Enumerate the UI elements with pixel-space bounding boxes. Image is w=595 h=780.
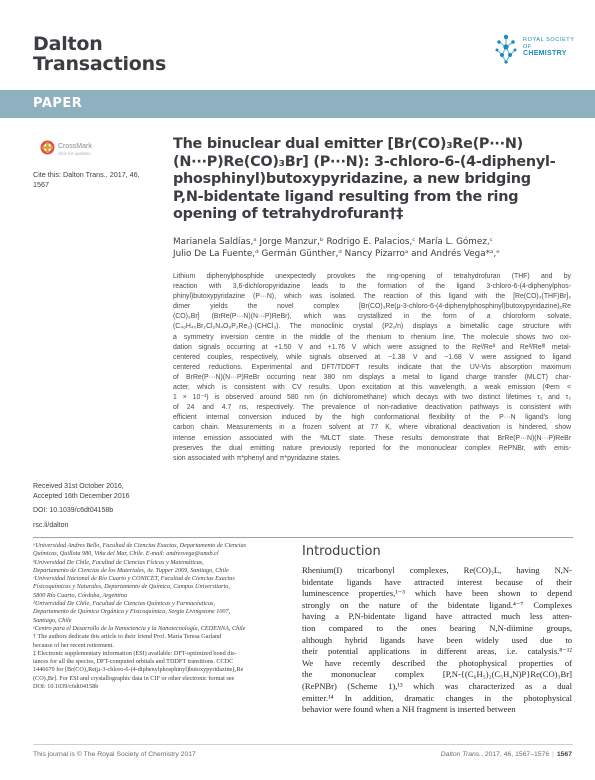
citation-info: Cite this: Dalton Trans., 2017, 46, 1567 <box>33 170 140 189</box>
intro-line: Rhenium(I) tricarbonyl complexes, Re(CO)₃L, having N,N- <box>302 565 572 575</box>
article-type-band <box>0 90 595 118</box>
abstract-line: (CO)₃Br] (BrRe(P···N)(N···P)ReBr), which was crystallized in the form of a chloroform solvate, <box>173 313 571 321</box>
publisher-name-small: ROYAL SOCIETY OF <box>523 37 575 50</box>
intro-line: having a P,N-bidentate ligand have attracted much less atten- <box>302 611 572 622</box>
crossmark-sublabel: click for updates <box>58 151 91 156</box>
footnote-line: Físicoquímicas y Naturales, Departamento de Química, Campus Universitario, <box>33 583 230 591</box>
footnote-line: Departamento de Ciencias de los Materiales, Av. Tupper 2069, Santiago, Chile <box>33 566 229 574</box>
abstract-line: Lithium diphenylphosphide unexpectedly provokes the ring-opening of tetrahydrofuran (THF) and by <box>173 273 571 280</box>
footer-volume-pages: , 2017, 46, 1567–1576 <box>481 751 550 758</box>
footer-rule <box>33 744 573 745</box>
introduction-body <box>302 565 572 716</box>
intro-line: tion compared to the ones bearing N,N-diimine groups, <box>302 622 572 633</box>
title-line: (N···P)Re(CO)₃Br] (P···N): 3-chloro-6-(4-diphenyl- <box>173 153 556 170</box>
footnote-line: Químicas, Quillota 980, Viña del Mar, Chile. E-mail: andresvega@unab.cl <box>33 550 219 558</box>
footnote-line: ᵉCentro para el Desarrollo de la Nanociencia y la Nanotecnología, CEDENNA, Chile <box>33 624 246 632</box>
abstract-line: preserves the dual emitting nature previously reported for the mononuclear complex RePNBr, with emis- <box>173 444 571 452</box>
footnote-line: Departamento de Química Orgánica y Fisicoquímica, Sergio Livingstone 1007, <box>33 608 231 616</box>
crossmark-icon <box>40 140 55 155</box>
intro-line: luminescence properties,¹⁻³ which have been shown to depend <box>302 588 572 599</box>
abstract-line: efficient internal conversion induced by the high conformational flexibility of the P···N ligand's long <box>173 414 571 422</box>
footnote-line: Santiago, Chile <box>33 616 72 624</box>
abstract-line: acter, which is consistent with CV results. Upon excitation at this wavelength, a weak emission (Φem < <box>173 384 571 392</box>
footnote-line: ᵇUniversidad De Chile, Facultad de Ciencias Físicas y Matemáticas, <box>33 558 204 566</box>
abstract-line: a symmetry inversion centre in the middle of the rhenium to rhenium line. The molecule shows two oxi- <box>173 333 571 341</box>
author-line: Marianela Saldías,ᵃ Jorge Manzur,ᵇ Rodrigo E. Palacios,ᶜ María L. Gómez,ᶜ <box>173 237 493 247</box>
crossmark-badge[interactable] <box>40 140 100 160</box>
author-list <box>173 236 568 260</box>
footnote-line: 1446679 for [Br(CO)₃Re(μ-3-chloro-6-(4-diphenylphosphinyl)butoxypyridazine)₂Re <box>33 666 244 674</box>
rsc-crest-icon <box>492 31 520 71</box>
abstract-line: dimer yields the novel complex [Br(CO)₃Re(μ-3-chloro-6-(4-diphenylphosphinyl)butoxypyridazine)₂Re <box>173 303 571 311</box>
accepted-date: Accepted 16th December 2016 <box>33 492 130 500</box>
footnote-line: DOI: 10.1039/c6dt04158b <box>33 683 99 691</box>
footnote-line: ‡ Electronic supplementary information (ESI) available: DFT-optimized bond dis- <box>33 649 237 657</box>
abstract-line: phinyl)butoxypyridazine (P···N), which was isolated. The reaction of this ligand with the [Re(CO)₃(THF)Br]₂ <box>173 293 571 301</box>
section-divider <box>33 537 573 538</box>
journal-title <box>33 34 233 74</box>
abstract-line: 1 × 10⁻³) is observed around 580 nm (in dichloromethane) which decays with two distinct lifetimes τ₁ and τ₂ <box>173 394 571 402</box>
footnote-line: 5800 Río Cuarto, Córdoba, Argentina <box>33 591 127 599</box>
intro-line: strongly on the nature of the bidentate ligand.⁴⁻⁷ Complexes <box>302 599 572 610</box>
article-type-label: PAPER <box>33 96 83 111</box>
page-number: 1567 <box>556 751 572 758</box>
abstract <box>173 272 571 464</box>
author-line: Julio De La Fuente,ᵈ Germán Günther,ᵈ Nancy Pizarroᵃ and Andrés Vega*ᵃ,ᵉ <box>173 249 500 259</box>
footnote-line: ᶜUniversidad Nacional de Río Cuarto y CONICET, Facultad de Ciencias Exactas <box>33 575 235 583</box>
article-title <box>173 136 573 224</box>
journal-title-line-2: Transactions <box>33 53 167 75</box>
abstract-line: sion associated with π*phenyl and π*pyridazine states. <box>173 454 341 462</box>
introduction-heading: Introduction <box>302 544 381 559</box>
intro-line: although hybrid ligands have been widely used due to <box>302 634 572 645</box>
title-line: phosphinyl)butoxypyridazine, a new bridging <box>173 171 531 187</box>
publisher-name-big: CHEMISTRY <box>523 50 567 57</box>
title-line: P,N-bidentate ligand resulting from the ring <box>173 188 519 205</box>
abstract-line: (C₄₆H₄₀Br₂Cl₂N₄O₈P₂Re₂)·(CHCl₃). The monoclinic crystal (P2₁/n) displays a bimetallic cage structure with <box>173 323 571 331</box>
title-line: The binuclear dual emitter [Br(CO)₃Re(P···N) <box>173 136 523 152</box>
intro-line: bidentate ligands have attracted interest because of their <box>302 576 572 587</box>
intro-line: their potential applications in different areas, i.e. catalysis.⁸⁻¹² <box>302 646 572 657</box>
rsc-logo <box>492 31 575 73</box>
intro-line: We have recently described the photophysical properties of <box>302 657 572 668</box>
abstract-line: reaction with 3,6-dichloropyridazine leads to the formation of the ligand 3-chloro-6-(4-diphenylphos- <box>173 283 571 291</box>
intro-line: emitter.¹⁴ In addition, dramatic changes in the photophysical <box>302 692 572 703</box>
copyright-notice: This journal is © The Royal Society of Chemistry 2017 <box>33 751 196 758</box>
journal-title-line-1: Dalton <box>33 33 103 55</box>
abstract-line: centered reductions. Experimental and DFT/TDDFT results indicate that the UV-Vis absorption maximum <box>173 363 571 371</box>
footnote-line: (CO)₃Br]. For ESI and crystallographic data in CIF or other electronic format see <box>33 674 235 682</box>
footnote-line: † The authors dedicate this article to their friend Prof. María Teresa Garland <box>33 633 222 641</box>
intro-line: (RePNBr) (Scheme 1),¹³ which was characterized as a dual <box>302 680 572 691</box>
affiliations-footnotes <box>33 542 291 691</box>
page-footer: Dalton Trans., 2017, 46, 1567–1576 | 1567 <box>440 751 572 758</box>
footnote-line: because of her recent retirement. <box>33 641 114 649</box>
abstract-line: centered couples, respectively, while signals observed at −1.38 V and −1.68 V were assigned to ligand <box>173 353 571 361</box>
title-line: opening of tetrahydrofuran†‡ <box>173 206 404 222</box>
footer-journal: Dalton Trans. <box>440 751 482 758</box>
abstract-line: carbon chain. Measurements in a frozen solvent at 77 K, where vibrational deactivation is hindered, show <box>173 424 571 432</box>
abstract-line: of BrRe(P···N)(N···P)ReBr occurring near 380 nm displays a metal to ligand charge transfer (MLCT) char- <box>173 373 571 381</box>
crossmark-label: CrossMark <box>58 143 92 150</box>
abstract-line: of 24 and 4.7 ns, respectively. The prevalence of non-radiative deactivation pathways is consistent with <box>173 404 571 412</box>
intro-line: the mononuclear complex [P,N-{(C₆H₅)₂(C₅H₄N)P}Re(CO)₃Br] <box>302 669 572 680</box>
intro-line: behavior were found when a NH fragment is inserted between <box>302 704 516 715</box>
article-dates <box>33 482 153 530</box>
footnote-line: ᵃUniversidad Andres Bello, Facultad de Ciencias Exactas, Departamento de Ciencias <box>33 542 246 549</box>
journal-site-link[interactable]: rsc.li/dalton <box>33 521 69 529</box>
received-date: Received 31st October 2016, <box>33 483 124 490</box>
footnote-line: ᵈUniversidad De Chile, Facultad de Ciencias Químicas y Farmacéuticas, <box>33 600 216 608</box>
footnote-line: tances for all the species, DFT-computed orbitals and TDDFT transitions. CCDC <box>33 658 234 666</box>
doi-link[interactable]: DOI: 10.1039/c6dt04158b <box>33 507 114 514</box>
abstract-line: intense emission associated with the ³MLCT state. These results demonstrate that BrRe(P···N)(N···P)ReBr <box>173 434 571 442</box>
abstract-line: dation signals occurring at +1.50 V and +1.76 V which were assigned to the Reᴵ/Reᴵᴵ and Reᴵᴵ/Reᴵᴵᴵ metal- <box>173 343 571 351</box>
